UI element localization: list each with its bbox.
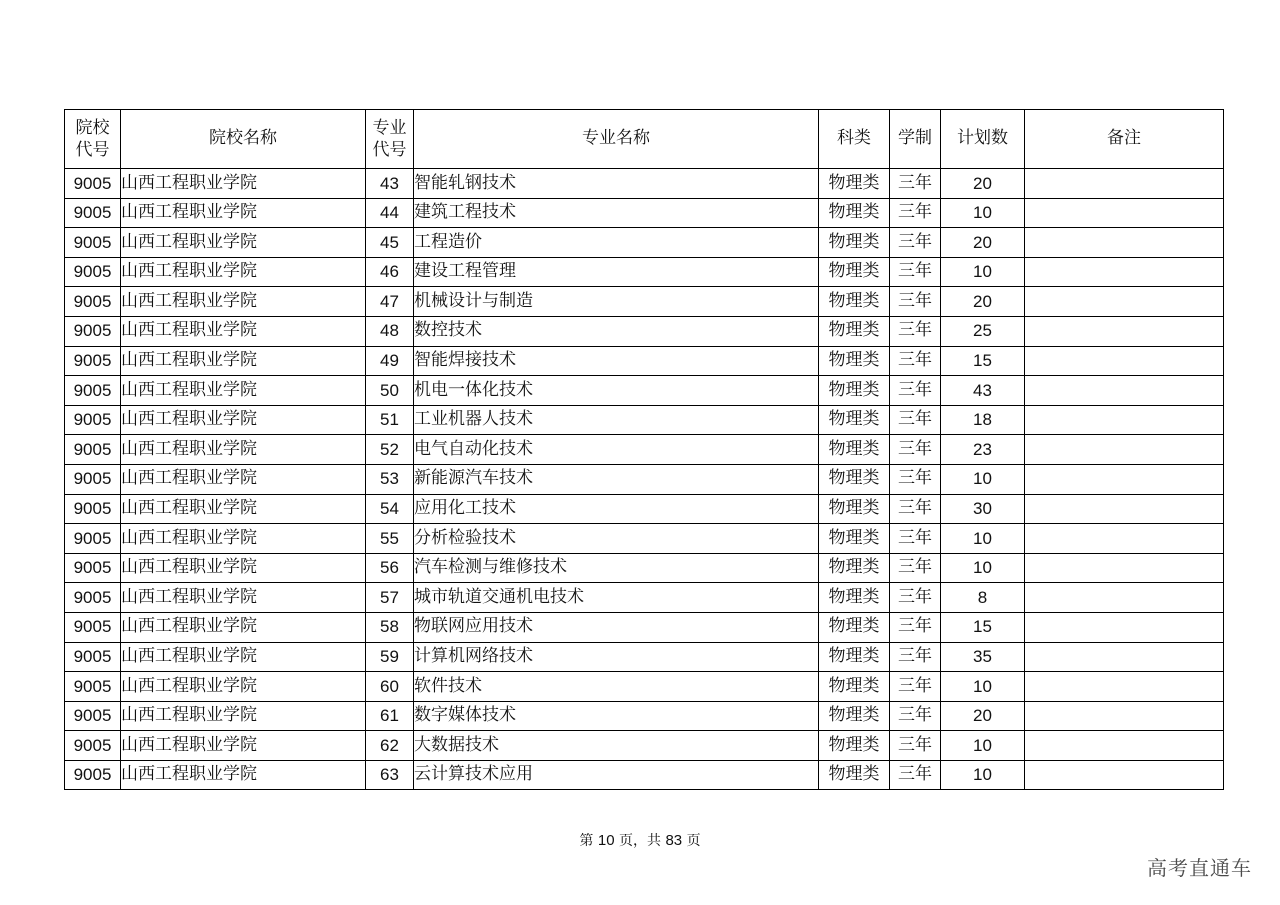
header-school-code-line-2: 代号 [75, 140, 110, 160]
cell-major-name: 应用化工技术 [414, 494, 819, 524]
table-row [65, 228, 1224, 258]
cell-note [1025, 731, 1224, 761]
cell-duration: 三年 [890, 198, 941, 228]
cell-school-name: 山西工程职业学院 [121, 346, 366, 376]
table-row [65, 583, 1224, 613]
page-footer [0, 830, 1280, 850]
table-row [65, 316, 1224, 346]
cell-category: 物理类 [819, 583, 890, 613]
cell-school-name: 山西工程职业学院 [121, 731, 366, 761]
cell-plan: 18 [941, 405, 1025, 435]
cell-plan: 10 [941, 198, 1025, 228]
table-row [65, 257, 1224, 287]
cell-duration: 三年 [890, 346, 941, 376]
table-row [65, 701, 1224, 731]
cell-category: 物理类 [819, 672, 890, 702]
cell-note [1025, 169, 1224, 199]
cell-school-code: 9005 [65, 583, 121, 613]
cell-note [1025, 553, 1224, 583]
cell-school-code: 9005 [65, 642, 121, 672]
cell-school-name: 山西工程职业学院 [121, 494, 366, 524]
footer-suffix: 页 [686, 833, 701, 849]
cell-major-name: 物联网应用技术 [414, 612, 819, 642]
cell-major-name: 机电一体化技术 [414, 376, 819, 406]
cell-duration: 三年 [890, 405, 941, 435]
cell-plan: 25 [941, 316, 1025, 346]
cell-major-name: 机械设计与制造 [414, 287, 819, 317]
cell-school-code: 9005 [65, 376, 121, 406]
table-row [65, 672, 1224, 702]
cell-category: 物理类 [819, 316, 890, 346]
cell-major-name: 工程造价 [414, 228, 819, 258]
cell-duration: 三年 [890, 760, 941, 790]
cell-school-name: 山西工程职业学院 [121, 169, 366, 199]
cell-major-code: 57 [366, 583, 414, 613]
cell-major-code: 49 [366, 346, 414, 376]
cell-major-code: 60 [366, 672, 414, 702]
cell-plan: 10 [941, 731, 1025, 761]
header-school-code [65, 110, 121, 169]
cell-duration: 三年 [890, 553, 941, 583]
cell-school-code: 9005 [65, 198, 121, 228]
cell-major-code: 51 [366, 405, 414, 435]
cell-school-name: 山西工程职业学院 [121, 524, 366, 554]
header-major-code-line-2: 代号 [372, 140, 407, 160]
cell-plan: 10 [941, 524, 1025, 554]
cell-category: 物理类 [819, 228, 890, 258]
cell-category: 物理类 [819, 760, 890, 790]
cell-school-name: 山西工程职业学院 [121, 257, 366, 287]
table-row [65, 731, 1224, 761]
cell-plan: 35 [941, 642, 1025, 672]
table-row [65, 198, 1224, 228]
cell-major-code: 63 [366, 760, 414, 790]
cell-category: 物理类 [819, 405, 890, 435]
cell-major-name: 分析检验技术 [414, 524, 819, 554]
cell-duration: 三年 [890, 316, 941, 346]
cell-note [1025, 346, 1224, 376]
table-row [65, 405, 1224, 435]
cell-duration: 三年 [890, 228, 941, 258]
cell-school-name: 山西工程职业学院 [121, 701, 366, 731]
header-note: 备注 [1025, 110, 1224, 169]
cell-school-name: 山西工程职业学院 [121, 287, 366, 317]
cell-category: 物理类 [819, 287, 890, 317]
cell-note [1025, 672, 1224, 702]
cell-major-name: 大数据技术 [414, 731, 819, 761]
cell-school-code: 9005 [65, 464, 121, 494]
cell-school-code: 9005 [65, 612, 121, 642]
header-plan: 计划数 [941, 110, 1025, 169]
cell-duration: 三年 [890, 731, 941, 761]
cell-plan: 43 [941, 376, 1025, 406]
cell-major-name: 数字媒体技术 [414, 701, 819, 731]
cell-plan: 10 [941, 553, 1025, 583]
header-major-code [366, 110, 414, 169]
cell-school-name: 山西工程职业学院 [121, 198, 366, 228]
cell-category: 物理类 [819, 612, 890, 642]
cell-school-name: 山西工程职业学院 [121, 376, 366, 406]
cell-major-code: 59 [366, 642, 414, 672]
cell-school-code: 9005 [65, 257, 121, 287]
cell-plan: 20 [941, 701, 1025, 731]
header-row [65, 110, 1224, 169]
cell-school-code: 9005 [65, 228, 121, 258]
cell-category: 物理类 [819, 701, 890, 731]
cell-plan: 20 [941, 287, 1025, 317]
cell-note [1025, 464, 1224, 494]
cell-major-code: 53 [366, 464, 414, 494]
cell-category: 物理类 [819, 257, 890, 287]
cell-category: 物理类 [819, 524, 890, 554]
cell-major-name: 电气自动化技术 [414, 435, 819, 465]
cell-major-code: 56 [366, 553, 414, 583]
cell-note [1025, 316, 1224, 346]
cell-school-name: 山西工程职业学院 [121, 612, 366, 642]
cell-note [1025, 524, 1224, 554]
cell-major-name: 汽车检测与维修技术 [414, 553, 819, 583]
cell-major-name: 新能源汽车技术 [414, 464, 819, 494]
cell-duration: 三年 [890, 464, 941, 494]
table-row [65, 464, 1224, 494]
cell-school-code: 9005 [65, 701, 121, 731]
table-header [65, 110, 1224, 169]
table-row [65, 760, 1224, 790]
cell-duration: 三年 [890, 494, 941, 524]
cell-plan: 30 [941, 494, 1025, 524]
table-row [65, 435, 1224, 465]
cell-major-code: 46 [366, 257, 414, 287]
header-school-name: 院校名称 [121, 110, 366, 169]
cell-major-name: 智能轧钢技术 [414, 169, 819, 199]
cell-plan: 15 [941, 612, 1025, 642]
cell-school-name: 山西工程职业学院 [121, 642, 366, 672]
cell-note [1025, 198, 1224, 228]
cell-major-code: 52 [366, 435, 414, 465]
cell-major-name: 工业机器人技术 [414, 405, 819, 435]
cell-category: 物理类 [819, 435, 890, 465]
header-school-code-line-1: 院校 [75, 118, 110, 138]
cell-note [1025, 583, 1224, 613]
cell-duration: 三年 [890, 435, 941, 465]
cell-school-code: 9005 [65, 169, 121, 199]
cell-major-name: 软件技术 [414, 672, 819, 702]
cell-plan: 10 [941, 464, 1025, 494]
cell-school-name: 山西工程职业学院 [121, 316, 366, 346]
cell-note [1025, 376, 1224, 406]
cell-school-code: 9005 [65, 672, 121, 702]
cell-major-code: 43 [366, 169, 414, 199]
cell-category: 物理类 [819, 494, 890, 524]
header-major-name: 专业名称 [414, 110, 819, 169]
cell-school-name: 山西工程职业学院 [121, 435, 366, 465]
cell-plan: 15 [941, 346, 1025, 376]
cell-duration: 三年 [890, 701, 941, 731]
cell-category: 物理类 [819, 376, 890, 406]
cell-major-code: 47 [366, 287, 414, 317]
cell-major-name: 建设工程管理 [414, 257, 819, 287]
cell-plan: 20 [941, 169, 1025, 199]
cell-note [1025, 405, 1224, 435]
cell-school-name: 山西工程职业学院 [121, 228, 366, 258]
cell-school-code: 9005 [65, 405, 121, 435]
cell-school-name: 山西工程职业学院 [121, 672, 366, 702]
cell-duration: 三年 [890, 583, 941, 613]
cell-school-code: 9005 [65, 553, 121, 583]
cell-note [1025, 760, 1224, 790]
cell-plan: 23 [941, 435, 1025, 465]
cell-school-code: 9005 [65, 435, 121, 465]
cell-school-code: 9005 [65, 346, 121, 376]
footer-current-page: 10 [597, 832, 615, 849]
cell-category: 物理类 [819, 553, 890, 583]
cell-category: 物理类 [819, 169, 890, 199]
cell-major-name: 云计算技术应用 [414, 760, 819, 790]
cell-school-code: 9005 [65, 731, 121, 761]
table-row [65, 169, 1224, 199]
cell-major-name: 计算机网络技术 [414, 642, 819, 672]
table-row [65, 642, 1224, 672]
cell-major-code: 58 [366, 612, 414, 642]
cell-school-name: 山西工程职业学院 [121, 464, 366, 494]
table-row [65, 346, 1224, 376]
cell-major-name: 建筑工程技术 [414, 198, 819, 228]
cell-note [1025, 642, 1224, 672]
footer-total-pages: 83 [665, 832, 683, 849]
cell-major-name: 城市轨道交通机电技术 [414, 583, 819, 613]
footer-middle: 页，共 [619, 833, 661, 849]
cell-major-code: 44 [366, 198, 414, 228]
cell-note [1025, 494, 1224, 524]
table-body [65, 169, 1224, 790]
cell-school-code: 9005 [65, 524, 121, 554]
cell-plan: 20 [941, 228, 1025, 258]
cell-duration: 三年 [890, 287, 941, 317]
cell-plan: 10 [941, 672, 1025, 702]
cell-major-code: 50 [366, 376, 414, 406]
cell-school-name: 山西工程职业学院 [121, 760, 366, 790]
cell-duration: 三年 [890, 612, 941, 642]
cell-school-code: 9005 [65, 760, 121, 790]
cell-major-name: 数控技术 [414, 316, 819, 346]
cell-note [1025, 701, 1224, 731]
cell-major-code: 62 [366, 731, 414, 761]
cell-note [1025, 228, 1224, 258]
cell-category: 物理类 [819, 642, 890, 672]
cell-duration: 三年 [890, 376, 941, 406]
table-row [65, 287, 1224, 317]
cell-major-code: 54 [366, 494, 414, 524]
cell-category: 物理类 [819, 464, 890, 494]
header-duration: 学制 [890, 110, 941, 169]
cell-major-code: 55 [366, 524, 414, 554]
table-row [65, 494, 1224, 524]
cell-note [1025, 435, 1224, 465]
cell-major-name: 智能焊接技术 [414, 346, 819, 376]
cell-category: 物理类 [819, 731, 890, 761]
cell-plan: 10 [941, 760, 1025, 790]
cell-category: 物理类 [819, 346, 890, 376]
cell-school-code: 9005 [65, 316, 121, 346]
cell-plan: 10 [941, 257, 1025, 287]
watermark: 高考直通车 [1147, 856, 1252, 880]
cell-school-name: 山西工程职业学院 [121, 405, 366, 435]
enrollment-plan-table [64, 109, 1224, 790]
cell-school-code: 9005 [65, 287, 121, 317]
cell-note [1025, 287, 1224, 317]
footer-prefix: 第 [579, 833, 594, 849]
cell-major-code: 48 [366, 316, 414, 346]
cell-plan: 8 [941, 583, 1025, 613]
header-category: 科类 [819, 110, 890, 169]
table-row [65, 553, 1224, 583]
cell-duration: 三年 [890, 642, 941, 672]
table-row [65, 524, 1224, 554]
header-major-code-line-1: 专业 [372, 118, 407, 138]
cell-school-name: 山西工程职业学院 [121, 553, 366, 583]
table-row [65, 376, 1224, 406]
table-row [65, 612, 1224, 642]
cell-category: 物理类 [819, 198, 890, 228]
cell-major-code: 45 [366, 228, 414, 258]
cell-duration: 三年 [890, 672, 941, 702]
cell-school-name: 山西工程职业学院 [121, 583, 366, 613]
cell-duration: 三年 [890, 524, 941, 554]
cell-school-code: 9005 [65, 494, 121, 524]
cell-major-code: 61 [366, 701, 414, 731]
cell-duration: 三年 [890, 169, 941, 199]
cell-note [1025, 612, 1224, 642]
cell-note [1025, 257, 1224, 287]
cell-duration: 三年 [890, 257, 941, 287]
